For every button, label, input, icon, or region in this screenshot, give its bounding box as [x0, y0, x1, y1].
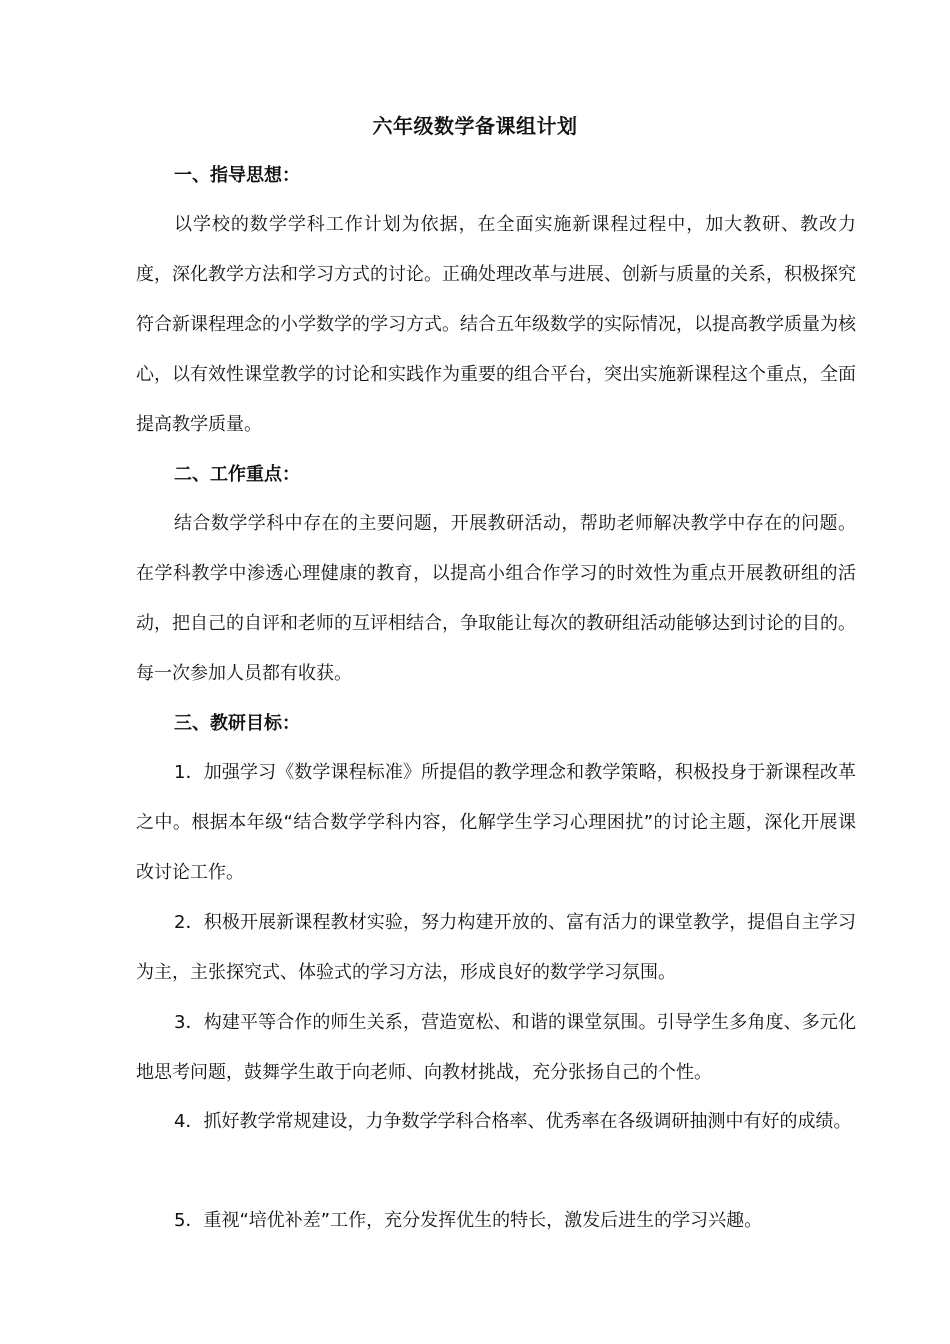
section-heading-research-goals: 三、教研目标：	[174, 713, 300, 734]
paragraph-goal-4: 4．抓好教学常规建设，力争数学学科合格率、优秀率在各级调研抽测中有好的成绩。	[174, 1111, 852, 1132]
paragraph-guiding-ideology: 以学校的数学学科工作计划为依据，在全面实施新课程过程中，加大教研、教改力度，深化教学方法和学习方式的讨论。正确处理改革与进展、创新与质量的关系，积极探究符合新课程理念的小学数学的学习方式。结合五年级数学的实际情况，以提高教学质量为核心，以有效性课堂教学的讨论和实践作为重要的组合平台，突出实施新课程这个重点，全面提高教学质量。	[136, 214, 856, 435]
paragraph-goal-1: 1．加强学习《数学课程标准》所提倡的教学理念和教学策略，积极投身于新课程改革之中。根据本年级“结合数学学科内容，化解学生学习心理困扰”的讨论主题，深化开展课改讨论工作。	[136, 762, 856, 883]
section-heading-guiding-ideology: 一、指导思想：	[174, 165, 300, 186]
document-title: 六年级数学备课组计划	[372, 114, 578, 138]
paragraph-goal-2: 2．积极开展新课程教材实验，努力构建开放的、富有活力的课堂教学，提倡自主学习为主，主张探究式、体验式的学习方法，形成良好的数学学习氛围。	[136, 912, 856, 983]
paragraph-goal-3: 3．构建平等合作的师生关系，营造宽松、和谐的课堂氛围。引导学生多角度、多元化地思考问题，鼓舞学生敢于向老师、向教材挑战，充分张扬自己的个性。	[136, 1012, 856, 1083]
paragraph-goal-5: 5．重视“培优补差”工作，充分发挥优生的特长，激发后进生的学习兴趣。	[174, 1210, 763, 1231]
section-heading-work-focus: 二、工作重点：	[174, 464, 300, 485]
paragraph-work-focus: 结合数学学科中存在的主要问题，开展教研活动，帮助老师解决教学中存在的问题。在学科教学中渗透心理健康的教育，以提高小组合作学习的时效性为重点开展教研组的活动，把自己的自评和老师的互评相结合，争取能让每次的教研组活动能够达到讨论的目的。每一次参加人员都有收获。	[136, 513, 856, 684]
